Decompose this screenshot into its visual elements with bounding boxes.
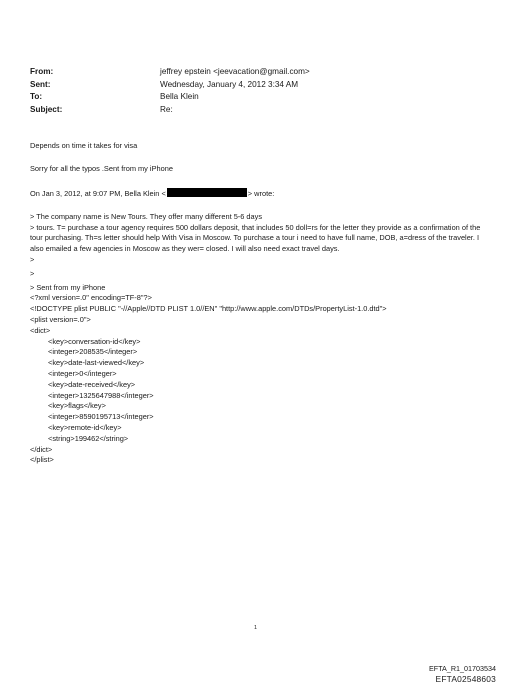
to-row	[30, 91, 310, 104]
xml-line: </plist>	[30, 455, 54, 465]
redaction-box	[167, 188, 247, 197]
xml-line: <string>199462</string>	[48, 433, 129, 443]
xml-line: <dict>	[30, 325, 51, 335]
to-label: To:	[30, 92, 43, 101]
to-value: Bella Klein	[160, 92, 199, 101]
from-label: From:	[30, 67, 54, 76]
quoted-line: >	[30, 255, 35, 265]
body-line: Sorry for all the typos .Sent from my iPhone	[30, 164, 173, 174]
body-line: Depends on time it takes for visa	[30, 141, 138, 150]
page-number: 1	[254, 625, 258, 631]
xml-line: <key>date-received</key>	[48, 379, 136, 389]
from-value: jeffrey epstein <jeevacation@gmail.com>	[160, 67, 310, 76]
xml-line: </dict>	[30, 444, 53, 454]
quoted-line: > Sent from my iPhone	[30, 282, 106, 292]
xml-line: <!DOCTYPE plist PUBLIC "-//Apple//DTD PLIST 1.0//EN" "http://www.apple.com/DTDs/PropertyList-1.0.dtd">	[30, 304, 387, 314]
subject-row	[30, 104, 310, 117]
bates-number-primary: EFTA_R1_01703534	[429, 664, 496, 673]
subject-value: Re:	[160, 104, 173, 114]
quoted-line: >	[30, 268, 35, 278]
xml-line: <integer>0</integer>	[48, 369, 117, 379]
email-body	[30, 141, 490, 466]
email-header	[30, 66, 310, 116]
xml-line: <integer>208535</integer>	[48, 347, 138, 357]
xml-line: <plist version=.0">	[30, 315, 91, 325]
sent-value: Wednesday, January 4, 2012 3:34 AM	[160, 79, 299, 89]
sent-label: Sent:	[30, 79, 51, 89]
bates-number-secondary: EFTA02548603	[435, 674, 496, 684]
quoted-line: > The company name is New Tours. They offer many different 5-6 days	[30, 211, 263, 221]
from-row	[30, 66, 310, 79]
xml-line: <integer>8590195713</integer>	[48, 412, 154, 422]
quoted-line: > tours. T= purchase a tour agency requires 500 dollars deposit, that includes 50 doll=rs for the letter they provide as a confirmation of the tour purchasing. Th=s letter should help With Visa in Moscow. To purchase a tour i need to have full name, DOB, a=dress of the traveler. I also emailed a few agencies in Moscow as they wer= closed. I will also need exact travel days.	[30, 222, 481, 254]
sent-row	[30, 79, 310, 92]
xml-line: <key>flags</key>	[48, 401, 106, 411]
xml-line: <?xml version=.0" encoding=TF-8"?>	[30, 293, 152, 303]
xml-line: <key>conversation-id</key>	[48, 336, 141, 346]
xml-line: <key>remote-id</key>	[48, 423, 122, 433]
quote-intro-text: > wrote:	[247, 188, 275, 198]
quote-intro	[30, 188, 490, 200]
quote-intro-text: On Jan 3, 2012, at 9:07 PM, Bella Klein <	[30, 188, 166, 198]
subject-label: Subject:	[30, 104, 63, 114]
xml-line: <integer>1325647988</integer>	[48, 390, 154, 400]
xml-line: <key>date-last-viewed</key>	[48, 358, 145, 368]
